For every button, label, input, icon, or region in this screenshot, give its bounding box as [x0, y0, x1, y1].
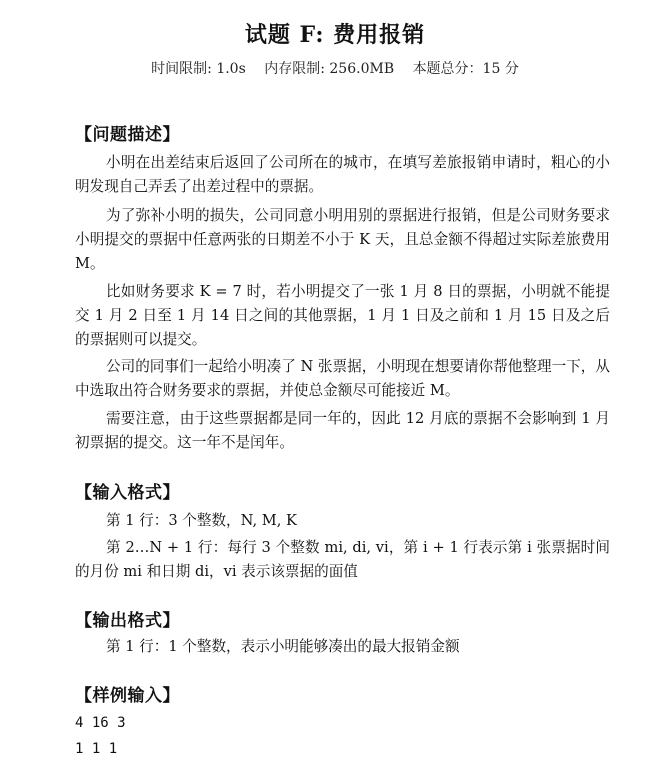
sample-input-heading: 【样例输入】: [75, 686, 180, 706]
description-paragraph: 公司的同事们一起给小明凑了 N 张票据，小明现在想要请你帮他整理一下，从中选取出符合财务要求的票据，并使总金额尽可能接近 M。: [75, 358, 610, 399]
description-heading: 【问题描述】: [75, 125, 180, 145]
sample-input-line: 1 1 1: [75, 741, 118, 757]
output-format-line: 第 1 行：1 个整数，表示小明能够凑出的最大报销金额: [106, 638, 460, 655]
output-format-heading: 【输出格式】: [75, 611, 180, 631]
description-paragraph: 为了弥补小明的损失，公司同意小明用别的票据进行报销，但是公司财务要求小明提交的票据中任意两张的日期差不小于 K 天，且总金额不得超过实际差旅费用 M。: [75, 207, 610, 272]
total-score: 本题总分：15 分: [412, 61, 519, 77]
problem-title: 试题 F: 费用报销: [244, 22, 426, 48]
memory-limit: 内存限制: 256.0MB: [264, 61, 395, 77]
problem-limits: [0, 58, 670, 78]
description-paragraph: 需要注意，由于这些票据都是同一年的，因此 12 月底的票据不会影响到 1 月初票据的提交。这一年不是闰年。: [75, 410, 610, 451]
description-paragraph: 比如财务要求 K = 7 时，若小明提交了一张 1 月 8 日的票据，小明就不能提交 1 月 2 日至 1 月 14 日之间的其他票据，1 月 1 日及之前和 1 月 15 日及之后的票据则可以提交。: [75, 283, 610, 348]
description-paragraph: 小明在出差结束后返回了公司所在的城市，在填写差旅报销申请时，粗心的小明发现自己弄丢了出差过程中的票据。: [75, 154, 610, 195]
time-limit: 时间限制: 1.0s: [151, 61, 246, 77]
sample-input-line: 4 16 3: [75, 715, 126, 731]
input-format-line: 第 1 行：3 个整数，N, M, K: [106, 512, 297, 529]
input-format-line: 第 2…N + 1 行：每行 3 个整数 mi, di, vi，第 i + 1 行表示第 i 张票据时间的月份 mi 和日期 di，vi 表示该票据的面值: [75, 539, 610, 580]
input-format-heading: 【输入格式】: [75, 483, 180, 503]
